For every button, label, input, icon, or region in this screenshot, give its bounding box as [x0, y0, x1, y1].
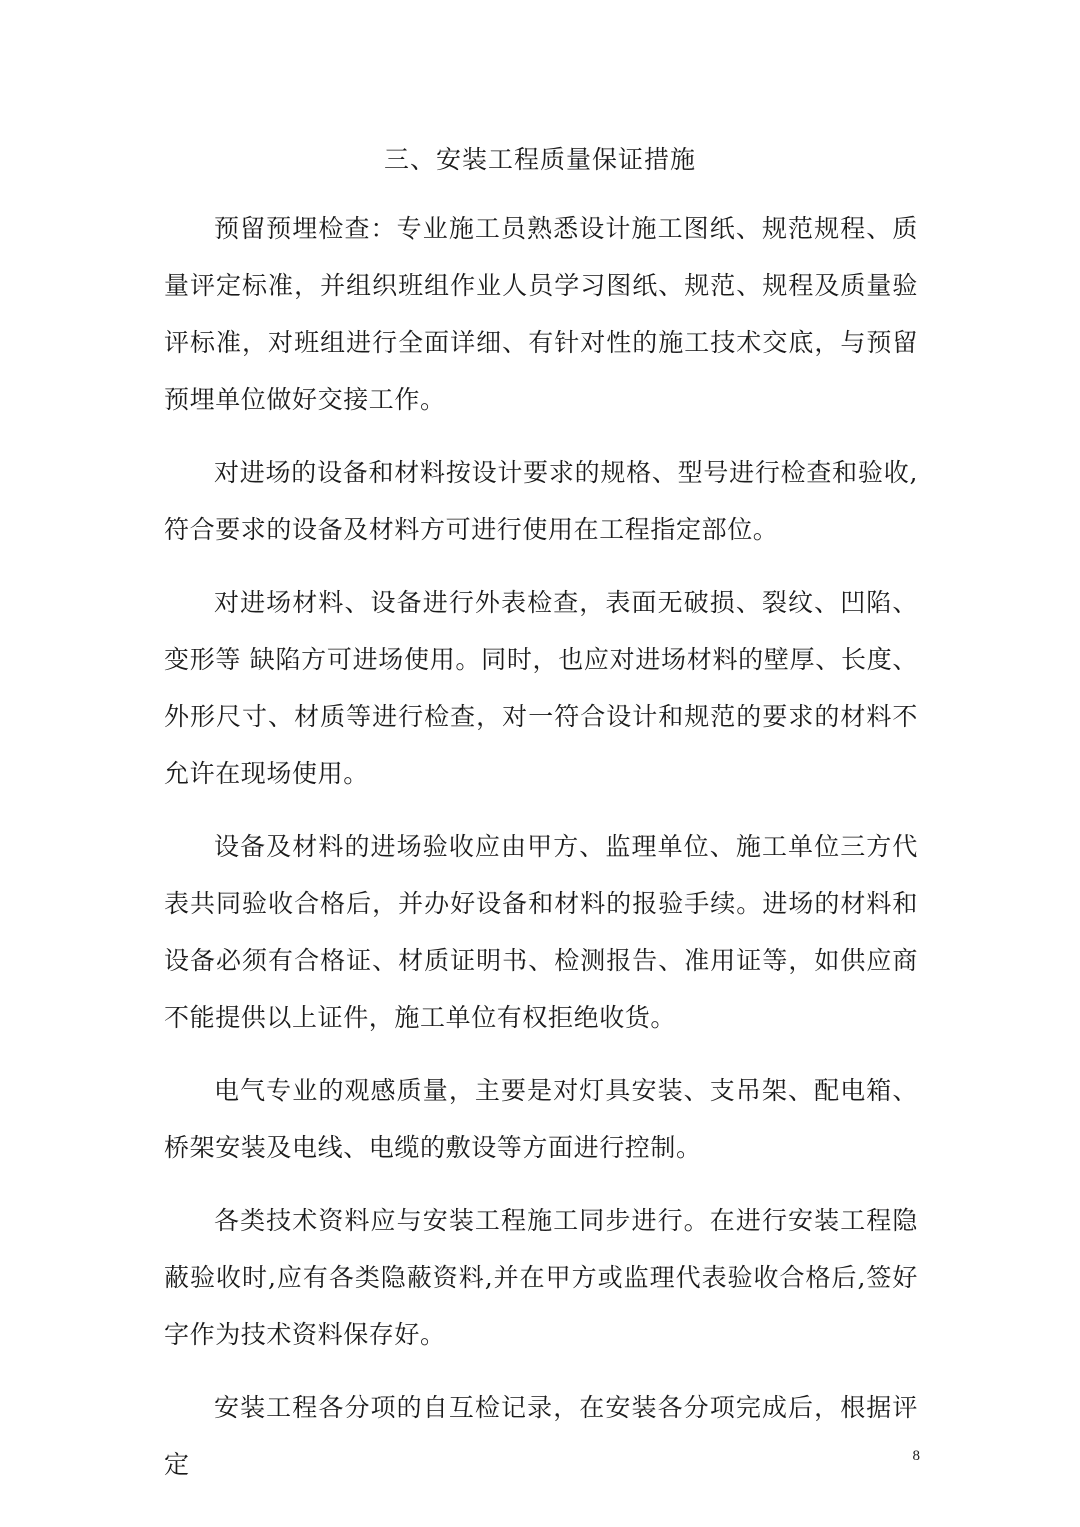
body-text: [164, 200, 918, 1509]
page-number: 8: [912, 1448, 920, 1464]
paragraph-electrical-quality: 电气专业的观感质量，主要是对灯具安装、支吊架、配电箱、桥架安装及电线、电缆的敷设等方面进行控制。: [164, 1076, 918, 1162]
paragraph-equipment-inspection: 对进场的设备和材料按设计要求的规格、型号进行检查和验收,符合要求的设备及材料方可进行使用在工程指定部位。: [164, 458, 918, 544]
paragraph-technical-documents: 各类技术资料应与安装工程施工同步进行。在进行安装工程隐蔽验收时,应有各类隐蔽资料,并在甲方或监理代表验收合格后,签好字作为技术资料保存好。: [164, 1206, 918, 1349]
paragraph-self-inspection: 安装工程各分项的自互检记录，在安装各分项完成后，根据评定: [164, 1393, 918, 1479]
paragraph-surface-inspection: 对进场材料、设备进行外表检查，表面无破损、裂纹、凹陷、变形等 缺陷方可进场使用。同时，也应对进场材料的壁厚、长度、外形尺寸、材质等进行检查，对一符合设计和规范的要求的材料不允许在现场使用。: [164, 588, 918, 788]
paragraph-embedded-inspection: 预留预埋检查：专业施工员熟悉设计施工图纸、规范规程、质量评定标准，并组织班组作业人员学习图纸、规范、规程及质量验评标准，对班组进行全面详细、有针对性的施工技术交底，与预留预埋单位做好交接工作。: [164, 214, 918, 414]
paragraph-acceptance: 设备及材料的进场验收应由甲方、监理单位、施工单位三方代表共同验收合格后，并办好设备和材料的报验手续。进场的材料和设备必须有合格证、材质证明书、检测报告、准用证等，如供应商不能提供以上证件，施工单位有权拒绝收货。: [164, 832, 918, 1032]
section-heading: 三、安装工程质量保证措施: [383, 145, 696, 174]
